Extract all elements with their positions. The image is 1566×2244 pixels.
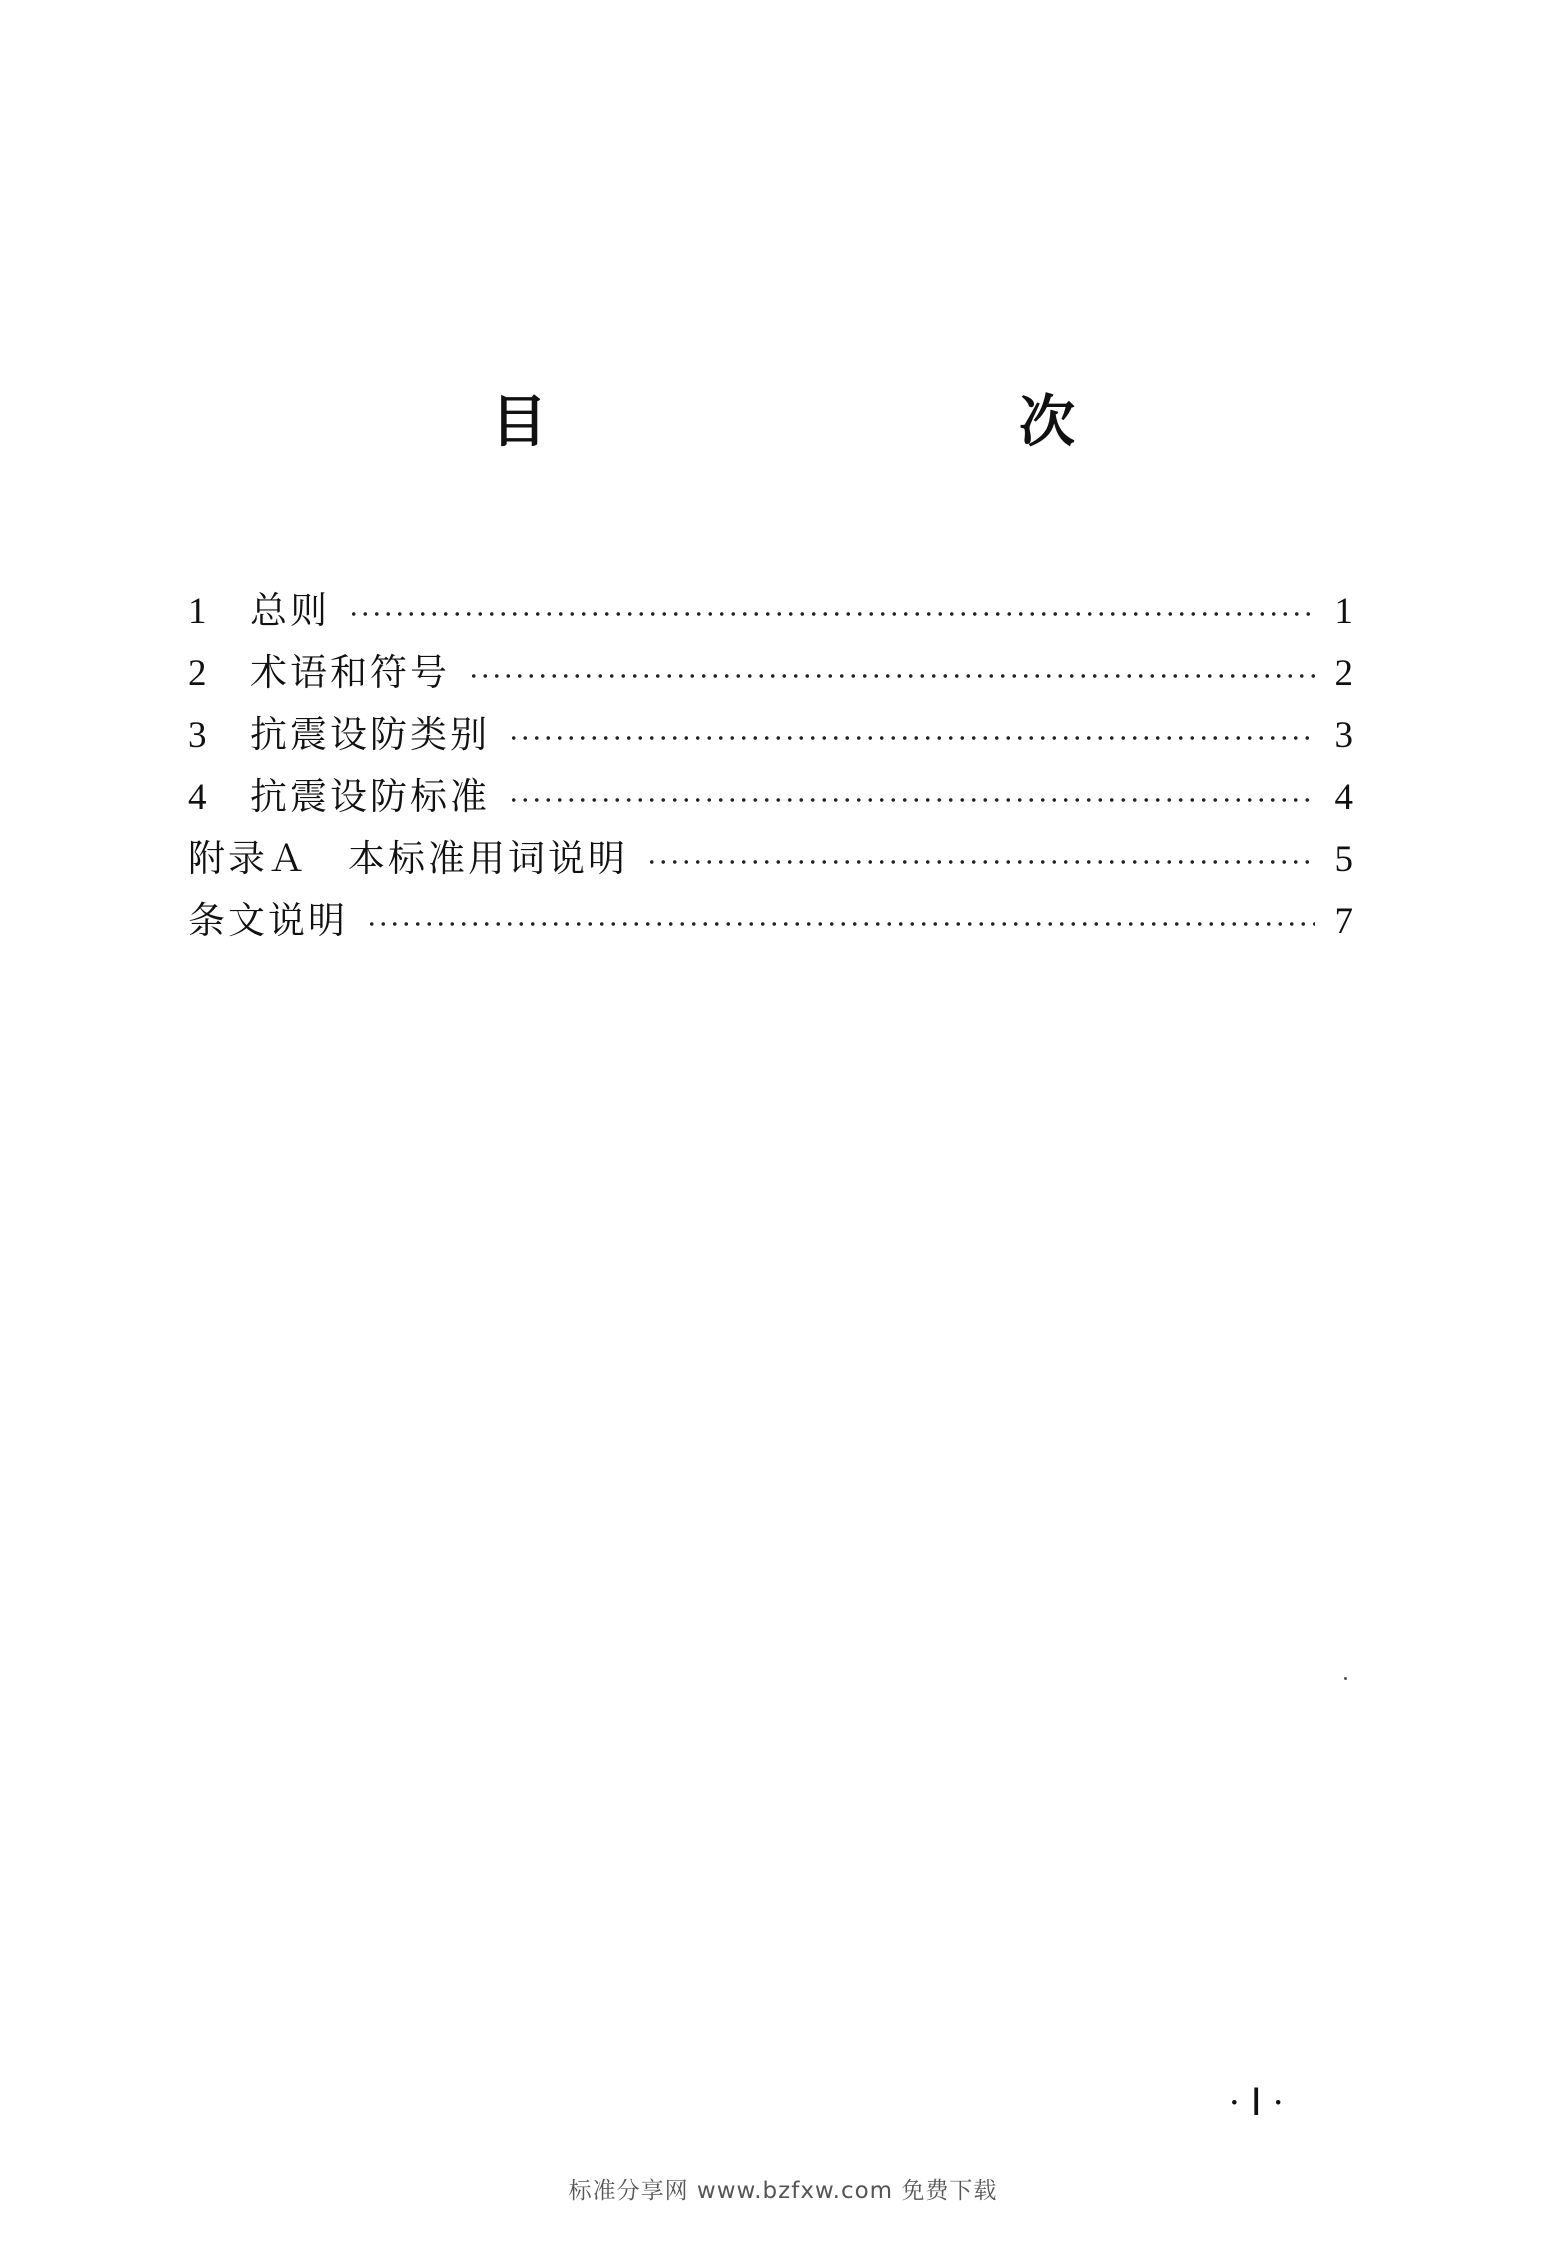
page-title: 目 次 — [491, 390, 1195, 455]
toc-entry-categories[interactable] — [188, 704, 1353, 766]
toc-entry-page: 3 — [1334, 715, 1353, 756]
toc-entry-appendix-a[interactable] — [188, 828, 1353, 890]
toc-entry-title: 术语和符号 — [250, 651, 450, 694]
page-number: ·Ⅰ· — [1228, 2082, 1295, 2124]
toc-entry-explanation[interactable] — [188, 890, 1353, 952]
scan-speck — [1344, 1677, 1347, 1680]
toc-entry-number: 2 — [188, 653, 207, 694]
toc-entry-page: 5 — [1334, 839, 1353, 880]
table-of-contents — [188, 580, 1353, 952]
toc-entry-terms[interactable] — [188, 642, 1353, 704]
toc-dot-leader — [468, 673, 1315, 679]
toc-entry-title: 条文说明 — [188, 899, 348, 942]
toc-entry-page: 7 — [1334, 901, 1353, 942]
toc-dot-leader — [508, 797, 1315, 803]
toc-dot-leader — [366, 921, 1315, 927]
toc-entry-title: 抗震设防类别 — [250, 713, 490, 756]
toc-entry-number: 3 — [188, 715, 207, 756]
toc-entry-page: 4 — [1334, 777, 1353, 818]
toc-entry-general[interactable] — [188, 580, 1353, 642]
toc-entry-page: 2 — [1334, 653, 1353, 694]
toc-dot-leader — [348, 611, 1315, 617]
toc-dot-leader — [646, 859, 1315, 865]
toc-entry-number: 1 — [188, 591, 207, 632]
toc-entry-standards[interactable] — [188, 766, 1353, 828]
toc-entry-page: 1 — [1334, 591, 1353, 632]
toc-entry-number: 4 — [188, 777, 207, 818]
toc-dot-leader — [508, 735, 1315, 741]
toc-entry-title: 附录Ａ 本标准用词说明 — [188, 837, 628, 880]
footer-watermark: 标准分享网 www.bzfxw.com 免费下载 — [568, 2178, 998, 2204]
toc-entry-title: 抗震设防标准 — [250, 775, 490, 818]
toc-entry-title: 总则 — [250, 589, 330, 632]
